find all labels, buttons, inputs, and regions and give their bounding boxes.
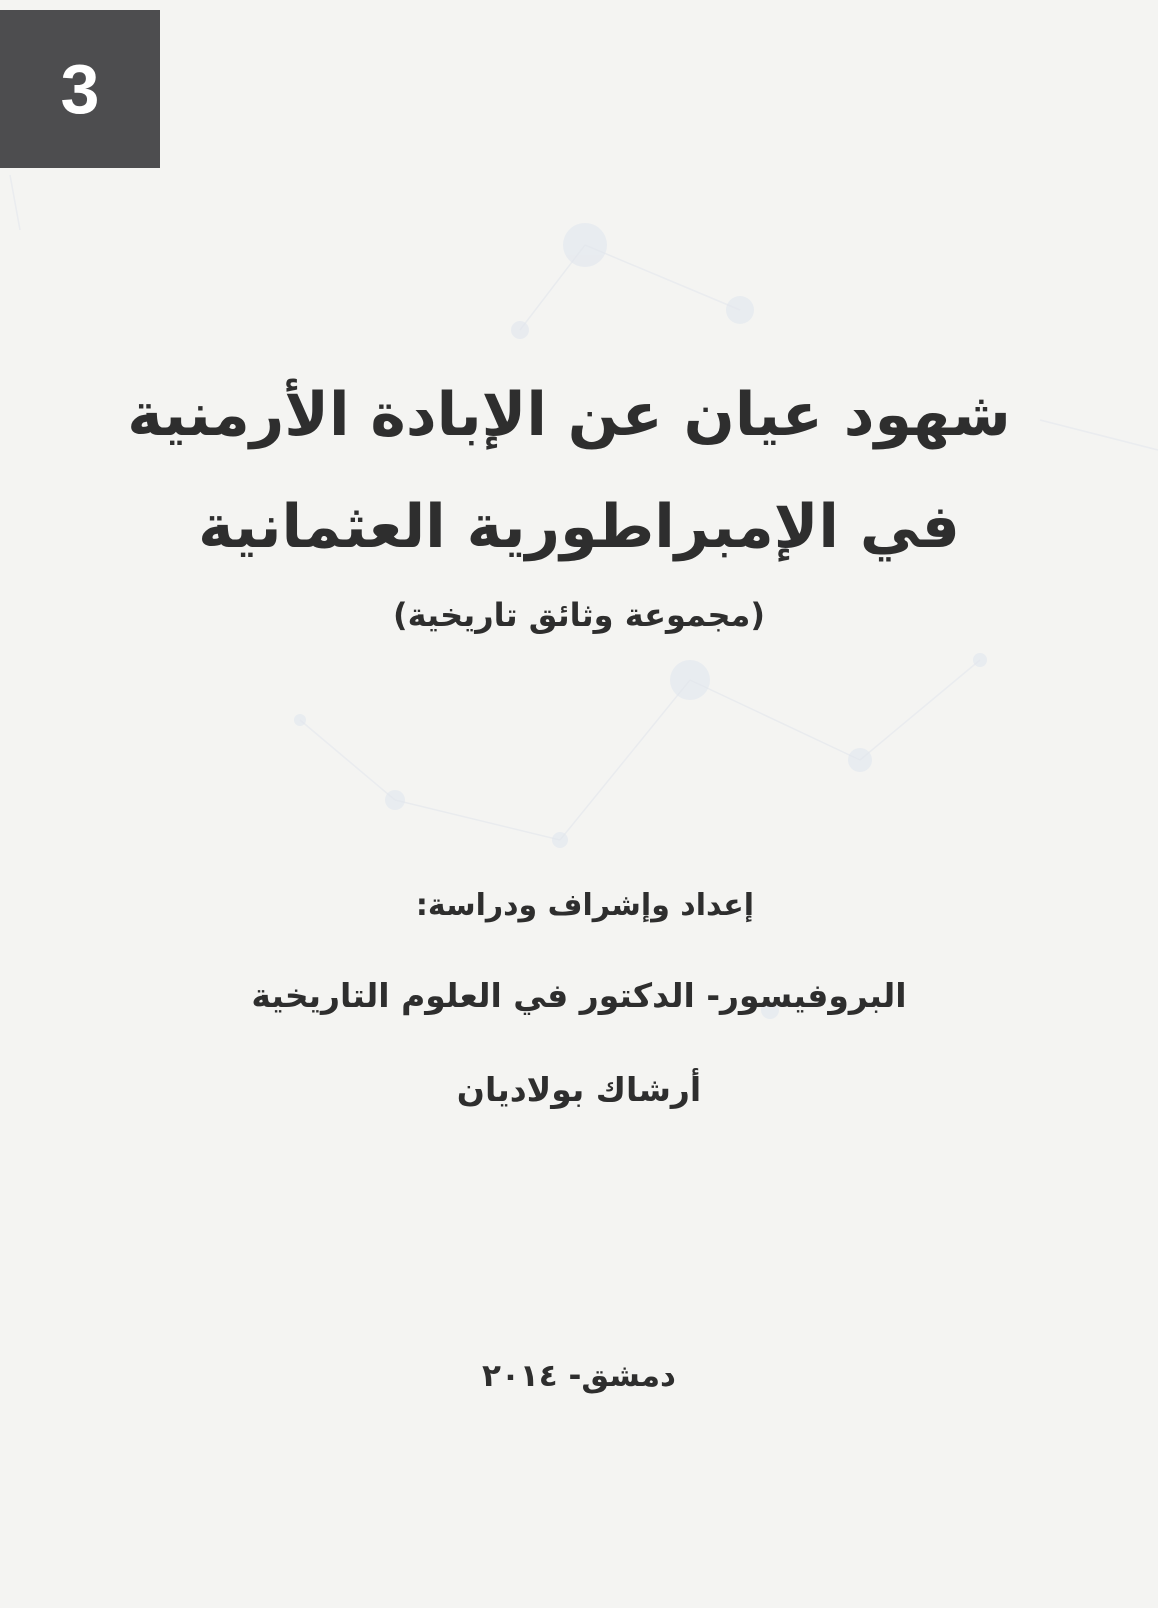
book-subtitle: (مجموعة وثائق تاريخية) [393, 596, 765, 634]
volume-number: 3 [60, 50, 100, 128]
book-title-line-1: شهود عيان عن الإبادة الأرمنية [127, 380, 1011, 450]
volume-number-badge [0, 10, 160, 168]
author-title: البروفيسور- الدكتور في العلوم التاريخية [251, 976, 907, 1015]
book-title-line-2: في الإمبراطورية العثمانية [198, 492, 960, 562]
author-name: أرشاك بولاديان [456, 1070, 702, 1109]
prepared-by-label: إعداد وإشراف ودراسة: [415, 888, 755, 923]
imprint-place-year: دمشق- ٢٠١٤ [482, 1358, 676, 1394]
